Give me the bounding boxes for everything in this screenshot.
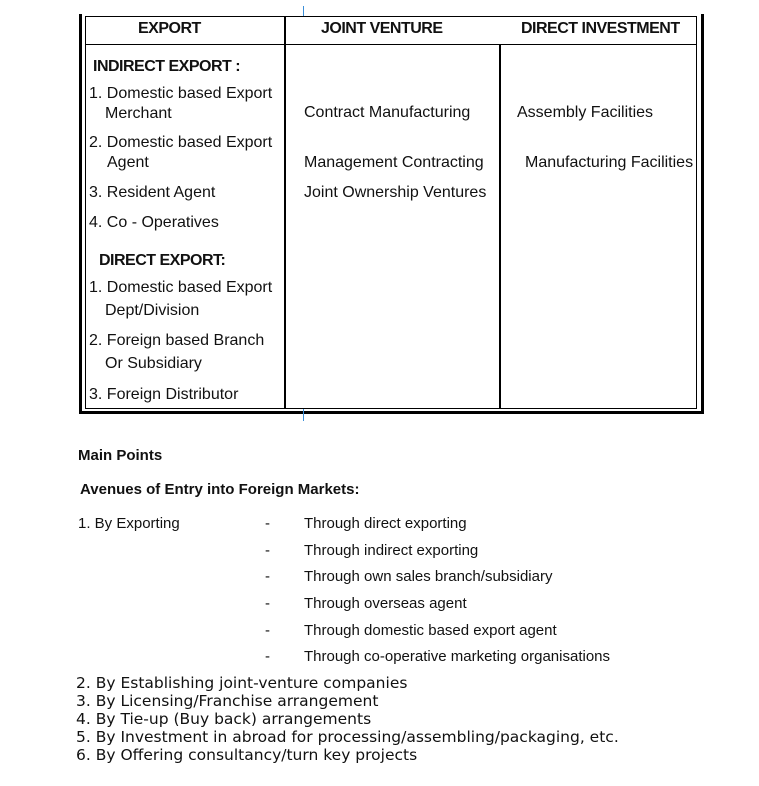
- dash-5: -: [265, 622, 270, 639]
- dash-2: -: [265, 542, 270, 559]
- direct-item-3: 3. Foreign Distributor: [89, 386, 239, 403]
- direct-export-title: DIRECT EXPORT:: [99, 252, 226, 269]
- main-points-title: Main Points: [78, 447, 163, 464]
- indirect-item-3: 3. Resident Agent: [89, 184, 216, 201]
- direct-item-1: 1. Domestic based Export Dept/Division: [89, 279, 273, 319]
- exporting-item-6: Through co-operative marketing organisations: [304, 648, 610, 665]
- indirect-item-2: 2. Domestic based Export Agent: [89, 134, 273, 171]
- dash-4: -: [265, 595, 270, 612]
- column-divider-2: [499, 44, 501, 409]
- indirect-export-title: INDIRECT EXPORT :: [93, 58, 241, 75]
- exporting-item-1: Through direct exporting: [304, 515, 467, 532]
- column-divider-1: [284, 16, 286, 409]
- avenues-list: [76, 674, 619, 764]
- cursor-tick-bottom: [303, 409, 304, 421]
- cursor-tick-top: [303, 6, 304, 16]
- dash-3: -: [265, 568, 270, 585]
- exporting-item-3: Through own sales branch/subsidiary: [304, 568, 553, 585]
- direct-item-2: 2. Foreign based Branch Or Subsidiary: [89, 332, 265, 372]
- list-item: 3. By Licensing/Franchise arrangement: [76, 692, 379, 710]
- dash-6: -: [265, 648, 270, 665]
- indirect-item-1: 1. Domestic based Export Merchant: [89, 85, 273, 122]
- list-item: 4. By Tie-up (Buy back) arrangements: [76, 710, 372, 728]
- header-divider: [85, 44, 697, 45]
- list-item: 6. By Offering consultancy/turn key projects: [76, 746, 418, 764]
- list-item: 5. By Investment in abroad for processing/assembling/packaging, etc.: [76, 728, 619, 746]
- by-exporting-label: 1. By Exporting: [78, 515, 180, 532]
- jv-item-3: Joint Ownership Ventures: [304, 184, 487, 201]
- dash-1: -: [265, 515, 270, 532]
- header-export: EXPORT: [138, 20, 201, 37]
- exporting-item-5: Through domestic based export agent: [304, 622, 557, 639]
- di-item-2: Manufacturing Facilities: [525, 154, 694, 171]
- jv-item-2: Management Contracting: [304, 154, 484, 171]
- exporting-item-4: Through overseas agent: [304, 595, 467, 612]
- jv-item-1: Contract Manufacturing: [304, 104, 471, 121]
- list-item: 2. By Establishing joint-venture companies: [76, 674, 408, 692]
- di-item-1: Assembly Facilities: [517, 104, 654, 121]
- header-direct-investment: DIRECT INVESTMENT: [521, 20, 680, 37]
- header-joint-venture: JOINT VENTURE: [321, 20, 443, 37]
- indirect-item-4: 4. Co - Operatives: [89, 214, 219, 231]
- exporting-item-2: Through indirect exporting: [304, 542, 479, 559]
- avenues-subtitle: Avenues of Entry into Foreign Markets:: [80, 481, 360, 498]
